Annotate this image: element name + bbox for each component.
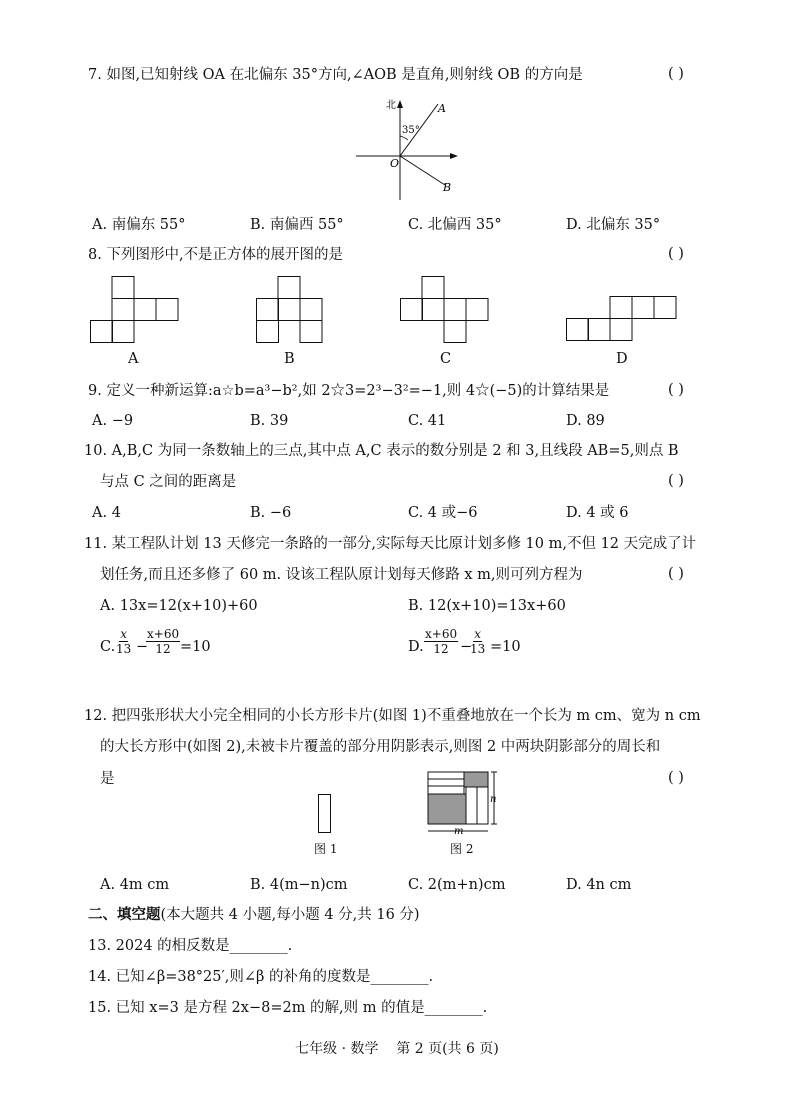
q7-point-B: B [443,181,452,194]
q8-stem: 8. 下列图形中,不是正方体的展开图的是 [88,247,344,263]
q11-option-c-frac1 [116,627,131,656]
q10-line1: 10. A,B,C 为同一条数轴上的三点,其中点 A,C 表示的数分别是 2 和 3,且线段 AB=5,则点 B [84,443,679,459]
q11-c-num1: x [120,627,128,641]
q9-answer-paren: ( ) [668,382,684,398]
q12-dim-m: m [454,826,464,837]
q11-d-num2: x [474,627,482,641]
q11-answer-paren: ( ) [668,566,684,582]
q7-option-a: A. 南偏东 55° [92,217,186,233]
q8-net-b [256,276,326,346]
q9-stem: 9. 定义一种新运算:a☆b=a³−b²,如 2☆3=2³−3²=−1,则 4☆(−5)的计算结果是 [88,383,610,399]
q10-line2: 与点 C 之间的距离是 [100,474,237,490]
q10-option-d: D. 4 或 6 [566,505,629,521]
q7-north-label: 北 [386,100,396,111]
q8-net-d [566,296,678,344]
q9-option-a: A. −9 [92,413,134,429]
q8-label-b: B [284,351,295,367]
q11-d-minus: − [460,639,473,655]
q7-option-b: B. 南偏西 55° [250,217,344,233]
q11-option-a: A. 13x=12(x+10)+60 [100,598,258,614]
q12-figure1-card [318,794,332,834]
page-footer: 七年级 · 数学 第 2 页(共 6 页) [295,1041,499,1057]
q10-answer-paren: ( ) [668,473,684,489]
q12-option-d: D. 4n cm [566,877,632,893]
q14-text: 14. 已知∠β=38°25′,则∠β 的补角的度数是________. [88,969,434,985]
q11-d-den2: 13 [470,642,486,656]
q11-line2: 划任务,而且还多修了 60 m. 设该工程队原计划每天修路 x m,则可列方程为 [100,567,583,583]
q12-answer-paren: ( ) [668,770,684,786]
q7-point-O: O [390,157,400,170]
q12-option-c: C. 2(m+n)cm [408,877,506,893]
q11-d-rhs: =10 [490,639,521,655]
q8-answer-paren: ( ) [668,246,684,262]
q8-label-c: C [440,351,452,367]
q9-option-d: D. 89 [566,413,605,429]
q12-option-a: A. 4m cm [100,877,170,893]
q11-d-den1: 12 [433,642,449,656]
q12-fig1-caption: 图 1 [314,842,338,856]
q7-answer-paren: ( ) [668,66,684,82]
q10-option-b: B. −6 [250,505,292,521]
q15-text: 15. 已知 x=3 是方程 2x−8=2m 的解,则 m 的值是________. [88,1000,488,1016]
q11-c-num2: x+60 [147,627,180,641]
q12-figure2 [426,770,506,836]
q10-option-a: A. 4 [92,505,121,521]
q11-d-num1: x+60 [425,627,458,641]
q11-option-c-frac2 [146,627,180,656]
q7-angle-label: 35° [402,125,420,136]
section2-desc: (本大题共 4 小题,每小题 4 分,共 16 分) [160,907,420,923]
q12-dim-n: n [490,794,497,805]
q11-c-rhs: =10 [180,639,211,655]
q11-option-d-frac1 [424,627,458,656]
q8-label-a: A [128,351,139,367]
q11-option-d-label: D. [408,639,424,655]
q11-line1: 11. 某工程队计划 13 天修完一条路的一部分,实际每天比原计划多修 10 m,不但 12 天完成了计 [84,536,697,552]
q7-option-c: C. 北偏西 35° [408,217,502,233]
q7-compass-figure [350,96,470,202]
section2-title: 二、填空题 [88,906,161,923]
q11-c-minus: − [136,639,149,655]
section2-heading [88,906,420,924]
q7-stem: 7. 如图,已知射线 OA 在北偏东 35°方向,∠AOB 是直角,则射线 OB 的方向是 [88,67,583,83]
q8-label-d: D [616,351,628,367]
q11-option-c-label: C. [100,639,116,655]
q12-line2: 的大长方形中(如图 2),未被卡片覆盖的部分用阴影表示,则图 2 中两块阴影部分的周长和 [100,739,661,755]
q13-text: 13. 2024 的相反数是________. [88,938,293,954]
q8-net-c [400,276,490,346]
q7-point-A: A [438,102,446,115]
q10-option-c: C. 4 或−6 [408,505,478,521]
q11-c-den2: 12 [155,642,171,656]
q9-option-b: B. 39 [250,413,289,429]
q9-option-c: C. 41 [408,413,447,429]
q12-option-b: B. 4(m−n)cm [250,877,348,893]
q11-option-b: B. 12(x+10)=13x+60 [408,598,566,614]
q11-option-d-frac2 [470,627,485,656]
q8-net-a [90,276,180,346]
q12-fig2-caption: 图 2 [450,842,474,856]
q7-option-d: D. 北偏东 35° [566,217,661,233]
q12-line3: 是 [100,771,115,787]
q12-line1: 12. 把四张形状大小完全相同的小长方形卡片(如图 1)不重叠地放在一个长为 m cm、宽为 n cm [84,708,701,724]
q11-c-den1: 13 [116,642,132,656]
